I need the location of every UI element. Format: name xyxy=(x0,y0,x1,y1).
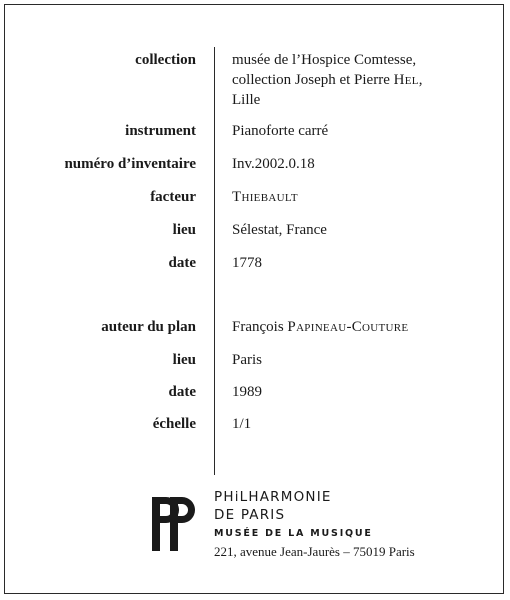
collection-row-3 xyxy=(0,90,510,112)
plan-scale-row xyxy=(0,414,510,436)
plan-scale-value: 1/1 xyxy=(232,416,252,432)
place-label: lieu xyxy=(172,222,196,238)
org-name-line1: PHiLHARMONIE xyxy=(214,489,332,505)
collection-value-line1: musée de l’Hospice Comtesse, xyxy=(232,52,417,68)
plan-date-label: date xyxy=(168,384,196,400)
inventory-row xyxy=(0,154,510,176)
plan-scale-label: échelle xyxy=(152,416,196,432)
inventory-value: Inv.2002.0.18 xyxy=(232,156,315,172)
plan-date-row xyxy=(0,382,510,404)
maker-value: Thiebault xyxy=(232,189,298,205)
collection-row xyxy=(0,50,510,72)
instrument-label: instrument xyxy=(125,123,196,139)
plan-author-row xyxy=(0,317,510,339)
org-name-line2: DE PARIS xyxy=(214,507,286,523)
maker-row xyxy=(0,187,510,209)
place-row xyxy=(0,220,510,242)
collection-label: collection xyxy=(135,52,196,68)
date-value: 1778 xyxy=(232,255,262,271)
collection-value-line3: Lille xyxy=(232,92,261,108)
collection-row-2 xyxy=(0,70,510,92)
place-value: Sélestat, France xyxy=(232,222,327,238)
philharmonie-logo-icon xyxy=(150,493,196,553)
museum-name: MUSÉE DE LA MUSIQUE xyxy=(214,528,373,539)
instrument-row xyxy=(0,121,510,143)
plan-place-row xyxy=(0,350,510,372)
organization-block xyxy=(214,488,454,561)
plan-date-value: 1989 xyxy=(232,384,262,400)
date-row xyxy=(0,253,510,275)
date-label: date xyxy=(168,255,196,271)
plan-author-value: François Papineau-Couture xyxy=(232,319,409,335)
instrument-value: Pianoforte carré xyxy=(232,123,329,139)
maker-label: facteur xyxy=(150,189,196,205)
plan-place-label: lieu xyxy=(172,352,196,368)
plan-place-value: Paris xyxy=(232,352,262,368)
plan-author-label: auteur du plan xyxy=(101,319,196,335)
inventory-label: numéro d’inventaire xyxy=(64,156,196,172)
address: 221, avenue Jean-Jaurès – 75019 Paris xyxy=(214,544,415,559)
collection-value-line2: collection Joseph et Pierre Hel, xyxy=(232,72,423,88)
